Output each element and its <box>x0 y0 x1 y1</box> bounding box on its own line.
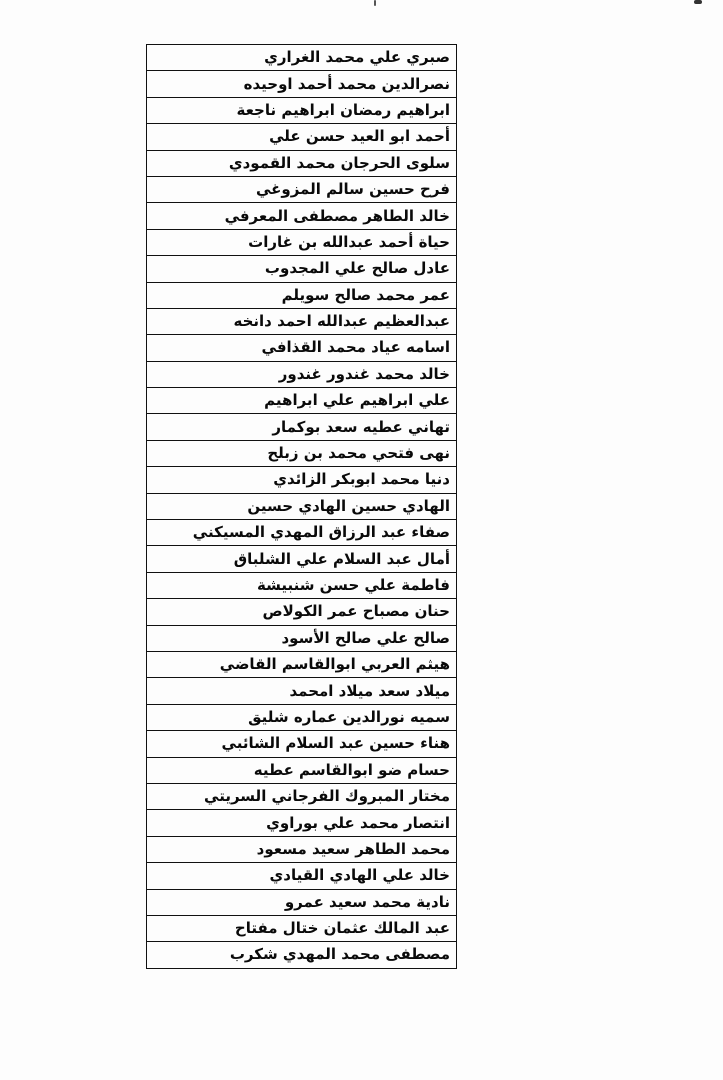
name-cell: خالد علي الهادي القيادي <box>147 863 457 889</box>
name-cell: صفاء عبد الرزاق المهدي المسيكني <box>147 520 457 546</box>
name-cell: خالد الطاهر مصطفى المعرفي <box>147 203 457 229</box>
name-cell: عمر محمد صالح سويلم <box>147 282 457 308</box>
name-cell: أمال عبد السلام علي الشلباق <box>147 546 457 572</box>
scan-mark <box>694 0 702 4</box>
table-row <box>147 335 457 361</box>
name-cell: عادل صالح علي المجدوب <box>147 256 457 282</box>
table-row <box>147 229 457 255</box>
table-row <box>147 97 457 123</box>
table-row <box>147 414 457 440</box>
table-row <box>147 836 457 862</box>
name-cell: مصطفى محمد المهدي شكرب <box>147 942 457 968</box>
table-row <box>147 256 457 282</box>
name-cell: هيثم العربي ابوالقاسم القاضي <box>147 651 457 677</box>
table-row <box>147 599 457 625</box>
table-row <box>147 308 457 334</box>
table-row <box>147 942 457 968</box>
table-row <box>147 783 457 809</box>
table-row <box>147 757 457 783</box>
table-row <box>147 440 457 466</box>
table-row <box>147 546 457 572</box>
name-cell: فاطمة علي حسن شنبيشة <box>147 572 457 598</box>
name-cell: صبري علي محمد الغراري <box>147 45 457 71</box>
name-cell: ميلاد سعد ميلاد امحمد <box>147 678 457 704</box>
name-cell: صالح علي صالح الأسود <box>147 625 457 651</box>
name-cell: مختار المبروك الفرجاني السريتي <box>147 783 457 809</box>
name-cell: دنيا محمد ابوبكر الزائدي <box>147 467 457 493</box>
table-row <box>147 361 457 387</box>
table-row <box>147 176 457 202</box>
name-cell: عبدالعظيم عبدالله احمد دانخه <box>147 308 457 334</box>
scan-mark <box>374 0 376 6</box>
table-row <box>147 678 457 704</box>
name-cell: نهى فتحي محمد بن زبلح <box>147 440 457 466</box>
table-row <box>147 124 457 150</box>
name-cell: سميه نورالدين عماره شليق <box>147 704 457 730</box>
name-cell: اسامه عياد محمد القذافي <box>147 335 457 361</box>
table-row <box>147 71 457 97</box>
table-row <box>147 520 457 546</box>
name-cell: انتصار محمد علي بوراوي <box>147 810 457 836</box>
name-cell: ابراهيم رمضان ابراهيم ناجعة <box>147 97 457 123</box>
table-row <box>147 493 457 519</box>
names-table <box>146 44 457 969</box>
table-row <box>147 467 457 493</box>
table-row <box>147 45 457 71</box>
table-row <box>147 651 457 677</box>
name-cell: حياة أحمد عبدالله بن غارات <box>147 229 457 255</box>
table-row <box>147 572 457 598</box>
table-row <box>147 282 457 308</box>
table-row <box>147 388 457 414</box>
names-table-body <box>147 45 457 969</box>
table-row <box>147 203 457 229</box>
name-cell: الهادي حسين الهادي حسين <box>147 493 457 519</box>
table-row <box>147 810 457 836</box>
table-row <box>147 863 457 889</box>
name-cell: فرح حسين سالم المزوغي <box>147 176 457 202</box>
name-cell: سلوى الحرجان محمد القمودي <box>147 150 457 176</box>
table-row <box>147 731 457 757</box>
name-cell: حنان مصباح عمر الكولاص <box>147 599 457 625</box>
name-cell: حسام ضو ابوالقاسم عطيه <box>147 757 457 783</box>
name-cell: محمد الطاهر سعيد مسعود <box>147 836 457 862</box>
table-row <box>147 625 457 651</box>
name-cell: عبد المالك عثمان ختال مفتاح <box>147 915 457 941</box>
table-row <box>147 150 457 176</box>
table-row <box>147 889 457 915</box>
name-cell: نادية محمد سعيد عمرو <box>147 889 457 915</box>
table-row <box>147 704 457 730</box>
name-cell: هناء حسين عبد السلام الشائبي <box>147 731 457 757</box>
name-cell: تهاني عطيه سعد بوكمار <box>147 414 457 440</box>
name-cell: علي ابراهيم علي ابراهيم <box>147 388 457 414</box>
name-cell: أحمد ابو العيد حسن علي <box>147 124 457 150</box>
name-cell: نصرالدين محمد أحمد اوحيده <box>147 71 457 97</box>
table-row <box>147 915 457 941</box>
name-cell: خالد محمد غندور غندور <box>147 361 457 387</box>
